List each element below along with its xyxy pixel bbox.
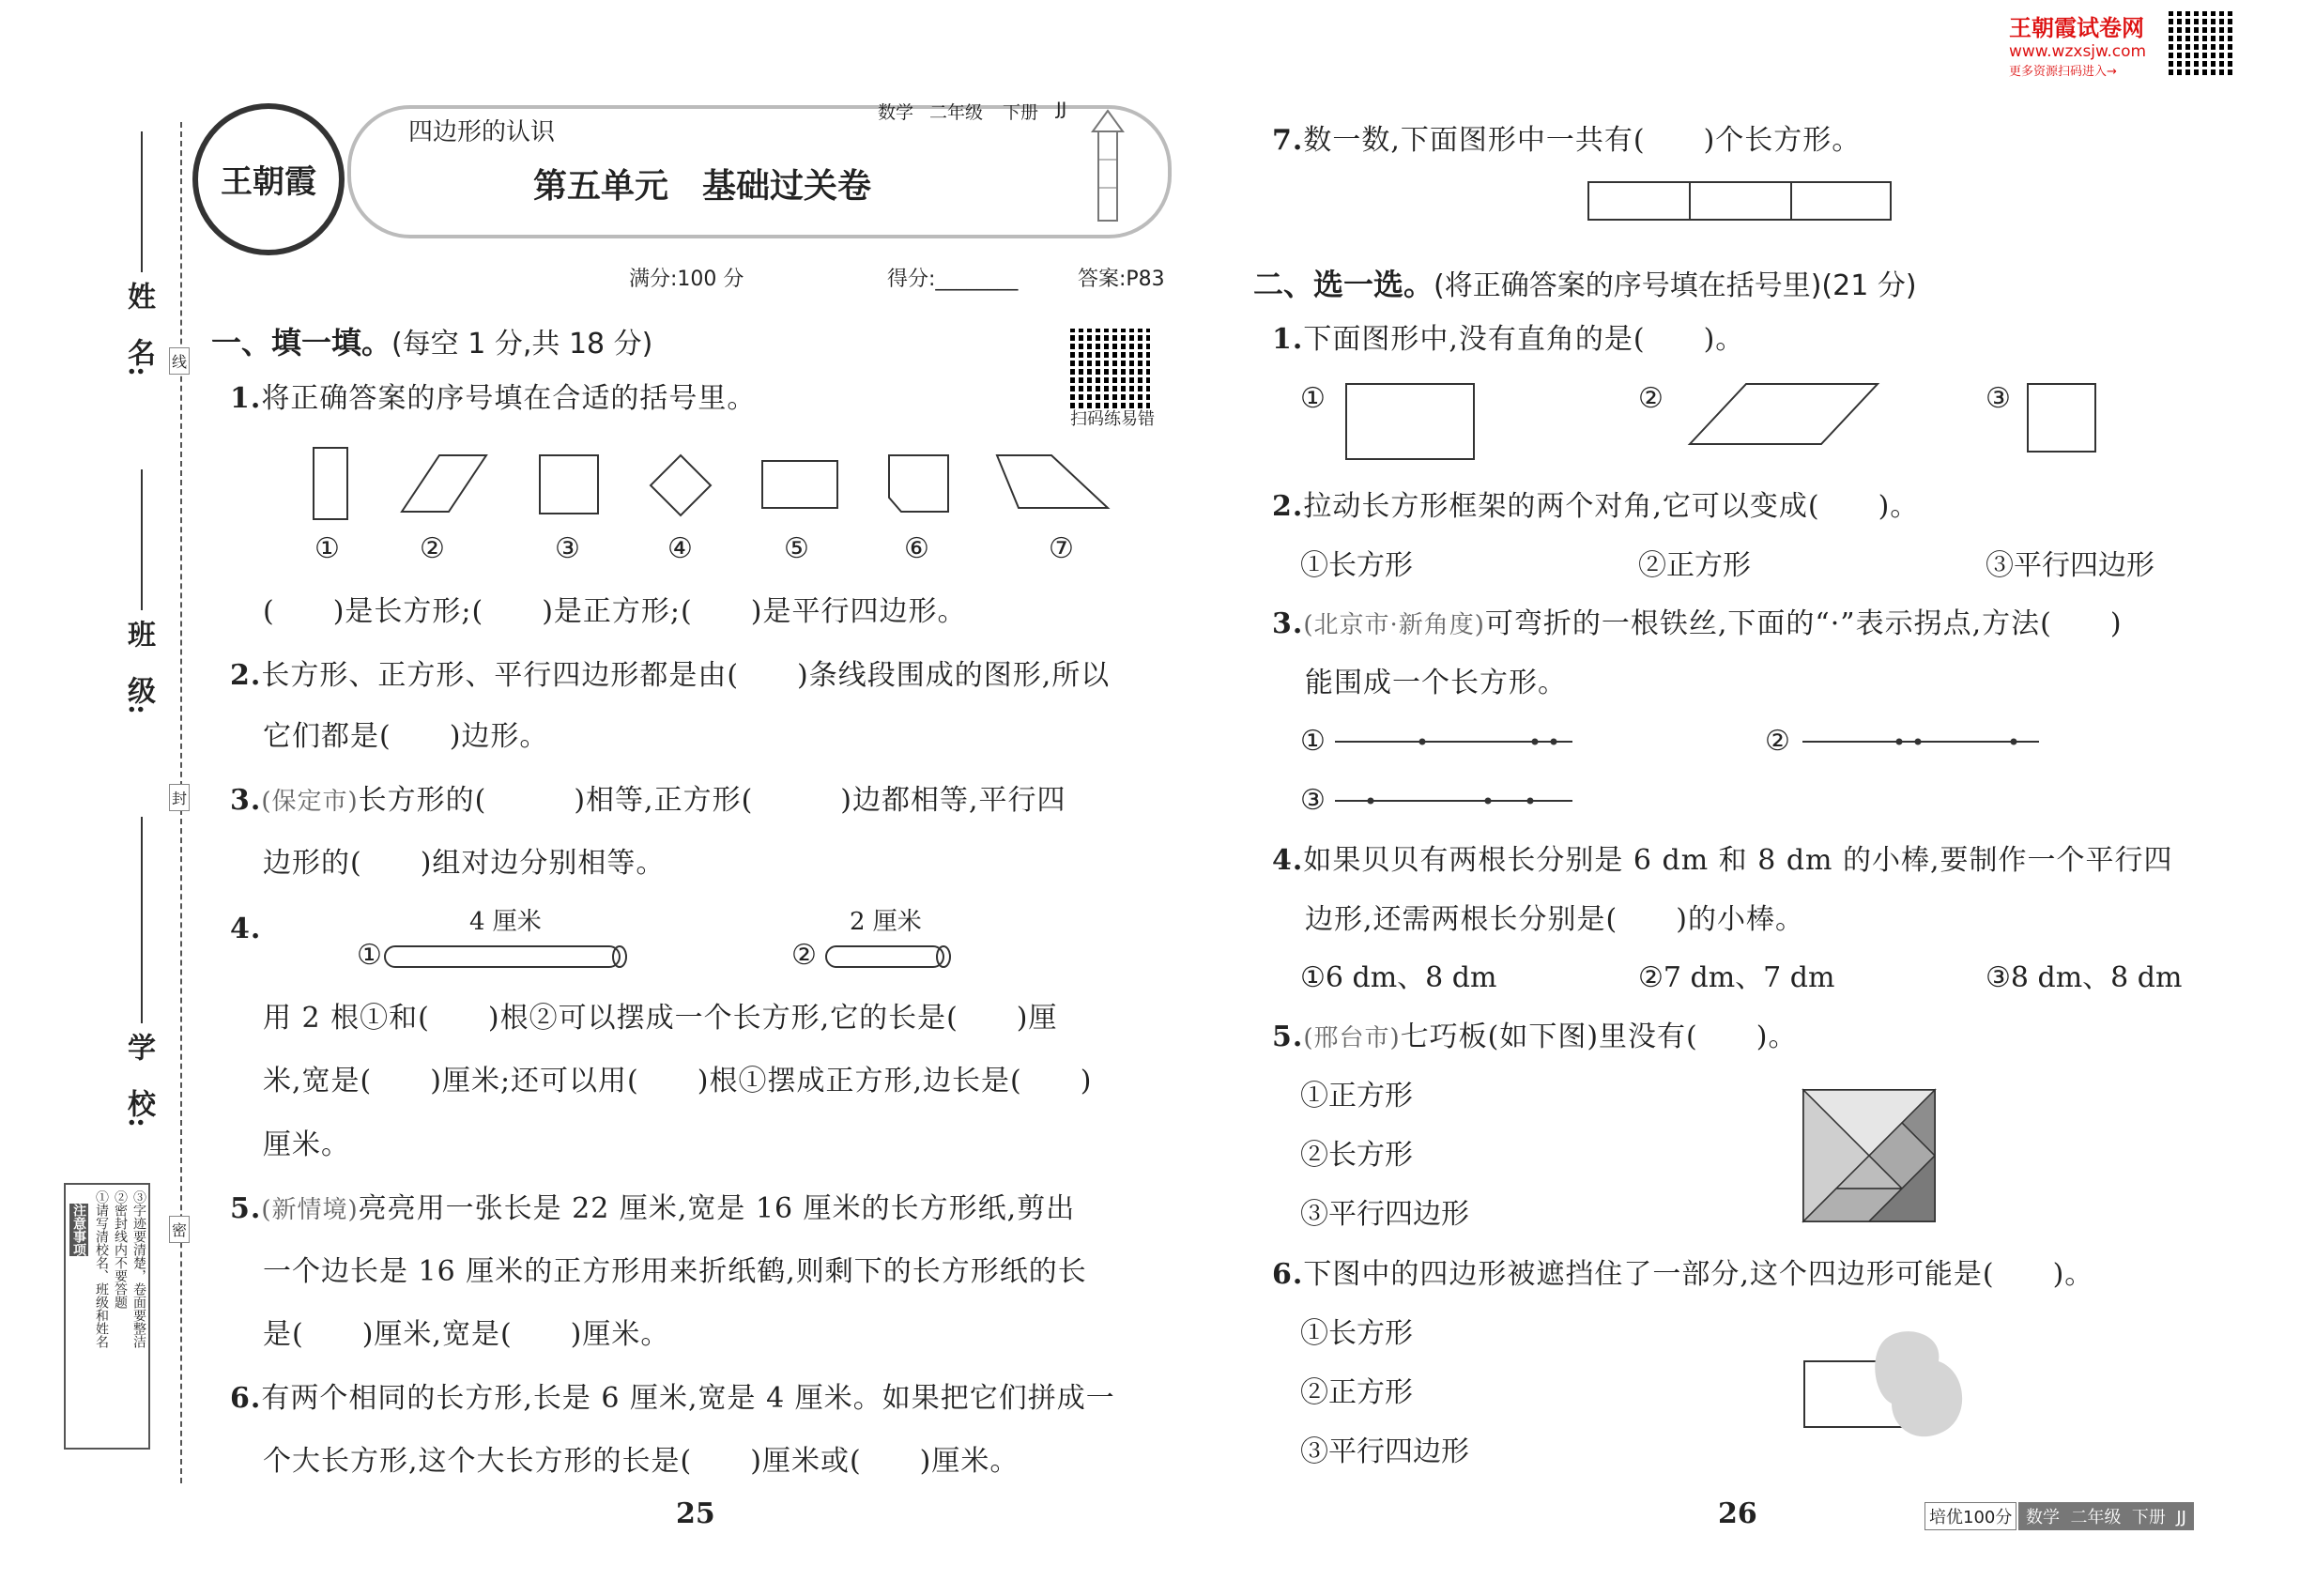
page-number-left: 25 (676, 1497, 715, 1530)
stick-2-label: 2 厘米 (850, 908, 922, 936)
meta-4: JJ (1056, 99, 1067, 119)
answer-ref: 答案:P83 (1078, 268, 1165, 291)
class-label: 班 级: (122, 620, 155, 715)
c1-shapes (1342, 380, 2112, 465)
q1-label-6: ⑥ (904, 532, 929, 565)
q2: 2.长方形、正方形、平行四边形都是由( )条线段围成的图形,所以 (230, 659, 1111, 692)
q1-label-1: ① (314, 532, 340, 565)
notes-box (64, 1183, 150, 1450)
brand-name: 王朝霞试卷网 (2009, 15, 2144, 41)
q3: 3.(保定市)长方形的( )相等,正方形( )边都相等,平行四 (230, 784, 1066, 817)
c6: 6.下图中的四边形被遮挡住了一部分,这个四边形可能是( )。 (1272, 1258, 2094, 1291)
stick-2-num: ② (791, 939, 817, 972)
page-number-right: 26 (1718, 1497, 1757, 1530)
meta-2: 二年级 (929, 102, 984, 123)
q4-sticks (385, 939, 967, 976)
q6: 6.有两个相同的长方形,长是 6 厘米,宽是 4 厘米。如果把它们拼成一 (230, 1382, 1115, 1415)
logo-badge (192, 103, 345, 255)
note-3: ③字迹要清楚，卷面要整洁 (131, 1190, 146, 1348)
section-1-heading: 一、填一填。 (211, 325, 392, 361)
shape-4 (651, 455, 711, 515)
c5-option-1: ①正方形 (1300, 1080, 1413, 1113)
meta-3: 下册 (1003, 102, 1039, 123)
section-2-title (1253, 261, 1917, 304)
qr-code-icon[interactable] (1070, 329, 1150, 408)
q1: 1.将正确答案的序号填在合适的括号里。 (230, 382, 757, 415)
c5-option-3: ③平行四边形 (1300, 1198, 1469, 1231)
seal-mark-3: 密 (169, 1216, 190, 1243)
c1: 1.下面图形中,没有直角的是( )。 (1272, 323, 1745, 356)
q1-text: 将正确答案的序号填在合适的括号里。 (261, 382, 757, 415)
c3-label-1: ① (1300, 725, 1326, 758)
q1-label-3: ③ (555, 532, 580, 565)
section-2-sub: (将正确答案的序号填在括号里)(21 分) (1434, 269, 1917, 302)
stick-1-num: ① (357, 939, 382, 972)
section-1-title (211, 319, 652, 362)
q1-label-5: ⑤ (784, 532, 809, 565)
shape-7 (997, 455, 1108, 508)
school-label: 学 校: (122, 1033, 155, 1128)
qr-caption: 扫码练易错 (1070, 409, 1155, 429)
c6-option-3: ③平行四边形 (1300, 1435, 1469, 1468)
brand-note: 更多资源扫码进入→ (2009, 65, 2117, 79)
c5-option-2: ②长方形 (1300, 1139, 1413, 1172)
footer-tag: 培优100分 (1924, 1502, 2016, 1530)
footer-meta: 数学 二年级 下册 JJ (2018, 1502, 2194, 1530)
c4-line2: 边形,还需两根长分别是( )的小棒。 (1305, 903, 1804, 936)
c2-option-3: ③平行四边形 (1986, 549, 2154, 582)
topic-tag: 四边形的认识 (408, 118, 556, 146)
q2-line2: 它们都是( )边形。 (263, 720, 549, 753)
c4: 4.如果贝贝有两根长分别是 6 dm 和 8 dm 的小棒,要制作一个平行四 (1272, 844, 2173, 877)
score-full: 满分:100 分 (629, 268, 744, 291)
tangram-figure (1802, 1089, 1939, 1225)
meta-1: 数学 (878, 102, 914, 123)
q1-label-2: ② (420, 532, 445, 565)
c3-label-3: ③ (1300, 784, 1326, 817)
class-line (141, 469, 143, 610)
shape-2 (402, 455, 486, 512)
q3-line2: 边形的( )组对边分别相等。 (263, 847, 666, 880)
name-line (141, 131, 143, 272)
shape-3 (540, 455, 598, 514)
note-1: ①请写清校名、班级和姓名 (94, 1190, 109, 1348)
stick-1-label: 4 厘米 (469, 908, 542, 936)
c3-wires (1333, 728, 2047, 821)
section-1-sub: (每空 1 分,共 18 分) (391, 328, 653, 361)
stick-1 (385, 946, 620, 967)
c5: 5.(邢台市)七巧板(如下图)里没有( )。 (1272, 1021, 1798, 1053)
c1-label-1: ① (1300, 382, 1326, 415)
c2-option-2: ②正方形 (1638, 549, 1751, 582)
score-got: 得分:________ (887, 268, 1019, 291)
notes-title: 注意事项 (71, 1204, 86, 1256)
shape-6 (889, 455, 948, 512)
q4: 4. (230, 913, 262, 945)
page-title: 第五单元 基础过关卷 (533, 167, 872, 206)
q5-line3: 是( )厘米,宽是( )厘米。 (263, 1318, 670, 1351)
c1-shape-3 (2028, 384, 2095, 452)
q5: 5.(新情境)亮亮用一张长是 22 厘米,宽是 16 厘米的长方形纸,剪出 (230, 1192, 1076, 1225)
school-line (141, 817, 143, 1023)
q4-line3: 厘米。 (263, 1128, 350, 1161)
seal-mark-1: 线 (169, 347, 190, 375)
q7-figure (1587, 178, 1896, 225)
logo-name: 王朝霞 (221, 163, 316, 201)
c1-shape-1 (1346, 384, 1474, 459)
q1-answer-line: ( )是长方形;( )是正方形;( )是平行四边形。 (263, 595, 967, 628)
brand-qr-icon[interactable] (2169, 11, 2232, 75)
seal-mark-2: 封 (169, 784, 190, 811)
q1-label-7: ⑦ (1049, 532, 1074, 565)
shape-5 (762, 461, 837, 508)
c2-option-1: ①长方形 (1300, 549, 1413, 582)
stick-2 (826, 946, 943, 967)
c2: 2.拉动长方形框架的两个对角,它可以变成( )。 (1272, 490, 1920, 523)
c6-figure (1802, 1328, 1971, 1450)
c4-option-2: ②7 dm、7 dm (1638, 961, 1835, 994)
c1-label-3: ③ (1986, 382, 2011, 415)
c1-shape-2 (1690, 384, 1878, 444)
c1-label-2: ② (1638, 382, 1664, 415)
name-label: 姓 名: (122, 282, 155, 377)
q4-line2: 米,宽是( )厘米;还可以用( )根①摆成正方形,边长是( ) (263, 1065, 1093, 1097)
section-2-heading: 二、选一选。 (1253, 267, 1434, 302)
q4-line1: 用 2 根①和( )根②可以摆成一个长方形,它的长是( )厘 (263, 1002, 1058, 1035)
c6-option-2: ②正方形 (1300, 1376, 1413, 1409)
q7: 7.数一数,下面图形中一共有( )个长方形。 (1272, 124, 1862, 157)
q5-line2: 一个边长是 16 厘米的正方形用来折纸鹤,则剩下的长方形纸的长 (263, 1255, 1087, 1288)
c3: 3.(北京市·新角度)可弯折的一根铁丝,下面的“·”表示拐点,方法( ) (1272, 607, 2123, 640)
note-2: ②密封线内不要答题 (113, 1190, 128, 1309)
c3-line2: 能围成一个长方形。 (1305, 667, 1567, 699)
brand-url: www.wzxsjw.com (2009, 42, 2147, 61)
c6-option-1: ①长方形 (1300, 1317, 1413, 1350)
q6-line2: 个大长方形,这个大长方形的长是( )厘米或( )厘米。 (263, 1445, 1020, 1478)
lighthouse-icon (1080, 103, 1136, 225)
q1-shapes (300, 437, 1145, 530)
shape-1 (314, 448, 347, 519)
c3-label-2: ② (1765, 725, 1790, 758)
q1-label-4: ④ (667, 532, 693, 565)
c4-option-3: ③8 dm、8 dm (1986, 961, 2183, 994)
c4-option-1: ①6 dm、8 dm (1300, 961, 1497, 994)
